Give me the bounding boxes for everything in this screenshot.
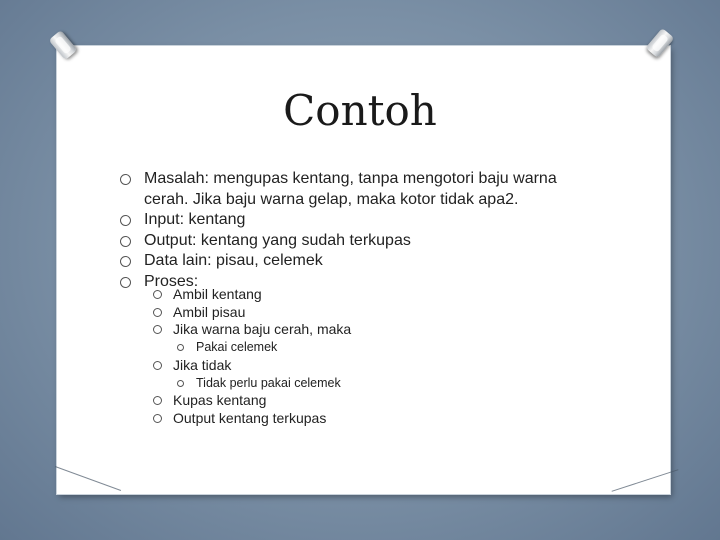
circle-bullet-icon [153, 325, 162, 334]
bullet-output [120, 231, 600, 252]
circle-bullet-icon [177, 380, 184, 387]
bullet-data-lain [120, 251, 600, 272]
process-substep [173, 375, 553, 393]
step-text: Ambil kentang [173, 286, 262, 302]
step-text: Jika tidak [173, 356, 232, 373]
circle-bullet-icon [120, 174, 131, 185]
circle-bullet-icon [120, 215, 131, 226]
circle-bullet-icon [120, 256, 131, 267]
step-text: Ambil pisau [173, 303, 246, 320]
circle-bullet-icon [120, 277, 131, 288]
process-step [153, 321, 553, 356]
bullet-input [120, 210, 600, 231]
substep-text: Pakai celemek [196, 340, 278, 355]
step-text: Kupas kentang [173, 392, 267, 409]
bullet-text-continued: cerah. Jika baju warna gelap, maka kotor tidak apa2. [144, 190, 519, 208]
process-step [153, 286, 553, 304]
process-step [153, 410, 553, 428]
slide-title: Contoh [283, 86, 437, 135]
step-text: Output kentang terkupas [173, 409, 327, 426]
bullet-text: Proses: [144, 272, 199, 290]
circle-bullet-icon [153, 290, 162, 299]
circle-bullet-icon [120, 236, 131, 247]
circle-bullet-icon [153, 308, 162, 317]
process-substep [173, 339, 553, 357]
main-bullet-list [120, 169, 600, 292]
circle-bullet-icon [153, 414, 162, 423]
process-step [153, 357, 553, 392]
bullet-text: Input: kentang [144, 211, 246, 228]
circle-bullet-icon [153, 396, 162, 405]
bullet-text: Output: kentang yang sudah terkupas [144, 231, 411, 249]
bullet-text: Data lain: pisau, celemek [144, 252, 323, 269]
process-step [153, 304, 553, 322]
process-steps-list [153, 286, 553, 428]
circle-bullet-icon [177, 344, 184, 351]
bullet-masalah [120, 169, 600, 210]
process-step [153, 392, 553, 410]
bullet-text: Masalah: mengupas kentang, tanpa mengotori baju warna [144, 170, 557, 187]
substep-text: Tidak perlu pakai celemek [196, 375, 341, 390]
circle-bullet-icon [153, 361, 162, 370]
step-text: Jika warna baju cerah, maka [173, 321, 352, 338]
